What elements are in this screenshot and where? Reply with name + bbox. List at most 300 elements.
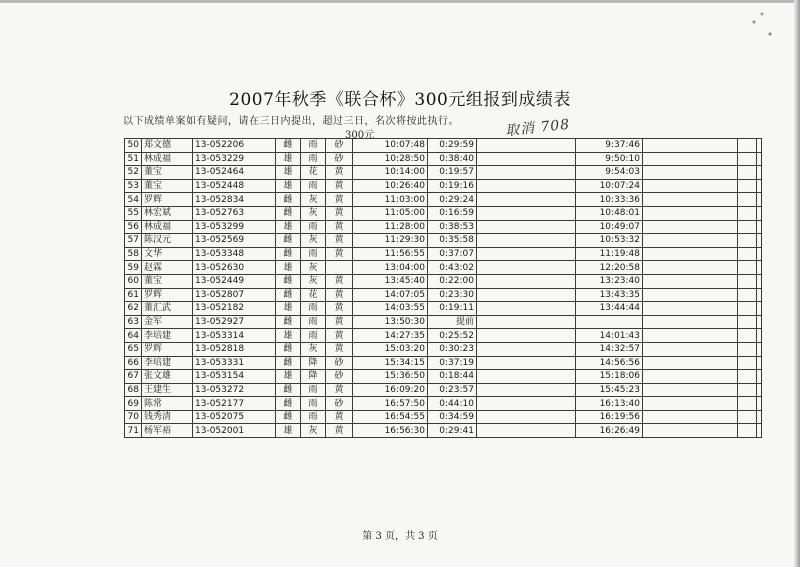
row-ring-id: 13-053229 [193,152,276,166]
row-eye: 黄 [326,410,353,424]
row-ring-id: 13-053314 [193,329,276,343]
row-color: 降 [301,356,326,370]
row-sex: 雌 [276,356,301,370]
row-start-time: 11:56:55 [353,247,428,261]
row-blank-cell [643,247,738,261]
row-name: 文华 [142,247,193,261]
row-color: 雨 [301,220,326,234]
row-ring-id: 13-052834 [193,193,276,207]
row-number: 57 [125,234,142,248]
row-blank-cell [643,424,738,438]
row-number: 50 [125,139,142,153]
row-number: 55 [125,206,142,220]
table-row [125,220,762,234]
row-finish-time: 13:23:40 [576,274,643,288]
row-name: 金军 [142,315,193,329]
row-duration: 0:38:53 [428,220,477,234]
row-start-time: 15:03:20 [353,342,428,356]
row-blank-cell [643,166,738,180]
page-title: 2007年秋季《联合杯》300元组报到成绩表 [229,90,571,110]
row-duration: 0:44:10 [428,397,477,411]
row-sex: 雌 [276,342,301,356]
row-start-time: 16:57:50 [353,397,428,411]
table-row [125,315,762,329]
table-row [125,179,762,193]
row-blank-cell [738,410,757,424]
row-name: 林宏斌 [142,206,193,220]
row-finish-time: 14:01:43 [576,329,643,343]
results-table-body [125,139,762,438]
row-blank-cell [738,356,757,370]
row-start-time: 14:07:05 [353,288,428,302]
row-blank-cell [477,261,576,275]
row-blank-cell [757,247,762,261]
table-row [125,370,762,384]
row-blank-cell [643,234,738,248]
row-name: 董宝 [142,166,193,180]
row-duration: 0:43:02 [428,261,477,275]
row-eye: 黄 [326,383,353,397]
row-ring-id: 13-052763 [193,206,276,220]
row-name: 董汇武 [142,302,193,316]
row-blank-cell [757,274,762,288]
row-name: 林成福 [142,152,193,166]
table-row [125,410,762,424]
row-number: 68 [125,383,142,397]
row-name: 罗辉 [142,342,193,356]
row-blank-cell [643,139,738,153]
row-finish-time: 15:45:23 [576,383,643,397]
row-number: 64 [125,329,142,343]
row-ring-id: 13-053299 [193,220,276,234]
notice-text: 以下成绩单案如有疑问，请在三日内提出，超过三日，名次将按此执行。 [123,116,459,127]
row-finish-time: 13:44:44 [576,302,643,316]
row-ring-id: 13-052630 [193,261,276,275]
row-ring-id: 13-052075 [193,410,276,424]
row-blank-cell [477,397,576,411]
table-row [125,193,762,207]
row-sex: 雌 [276,410,301,424]
row-blank-cell [738,342,757,356]
row-color: 花 [301,166,326,180]
row-ring-id: 13-052927 [193,315,276,329]
row-start-time: 10:07:48 [353,139,428,153]
row-color: 雨 [301,139,326,153]
row-blank-cell [757,329,762,343]
row-blank-cell [477,274,576,288]
row-color: 雨 [301,179,326,193]
row-ring-id: 13-052177 [193,397,276,411]
row-color: 雨 [301,247,326,261]
row-finish-time: 14:56:56 [576,356,643,370]
row-finish-time: 16:19:56 [576,410,643,424]
row-blank-cell [738,397,757,411]
row-duration: 0:23:57 [428,383,477,397]
row-eye: 黄 [326,342,353,356]
row-start-time: 15:36:50 [353,370,428,384]
row-color: 灰 [301,206,326,220]
row-eye: 黄 [326,247,353,261]
table-row [125,206,762,220]
row-start-time: 10:14:00 [353,166,428,180]
row-blank-cell [738,424,757,438]
row-start-time: 11:05:00 [353,206,428,220]
row-start-time: 16:09:20 [353,383,428,397]
row-eye: 黄 [326,179,353,193]
row-duration: 0:29:59 [428,139,477,153]
row-number: 63 [125,315,142,329]
row-start-time: 11:28:00 [353,220,428,234]
row-name: 李培建 [142,329,193,343]
row-sex: 雄 [276,166,301,180]
row-color: 雨 [301,383,326,397]
row-blank-cell [477,383,576,397]
row-color: 灰 [301,234,326,248]
row-name: 李培建 [142,356,193,370]
row-blank-cell [757,152,762,166]
row-blank-cell [477,247,576,261]
row-eye: 黄 [326,315,353,329]
row-ring-id: 13-052182 [193,302,276,316]
row-sex: 雌 [276,247,301,261]
row-ring-id: 13-053272 [193,383,276,397]
row-finish-time: 13:43:35 [576,288,643,302]
table-row [125,166,762,180]
row-blank-cell [757,288,762,302]
row-blank-cell [643,329,738,343]
row-blank-cell [643,370,738,384]
row-finish-time: 9:37:46 [576,139,643,153]
row-eye: 黄 [326,220,353,234]
row-sex: 雌 [276,397,301,411]
row-duration: 0:22:00 [428,274,477,288]
row-start-time: 11:03:00 [353,193,428,207]
row-sex: 雌 [276,139,301,153]
row-color: 雨 [301,329,326,343]
row-eye: 黄 [326,288,353,302]
row-number: 62 [125,302,142,316]
row-blank-cell [757,397,762,411]
row-blank-cell [738,220,757,234]
row-color: 雨 [301,315,326,329]
row-duration: 0:19:11 [428,302,477,316]
row-eye: 砂 [326,397,353,411]
row-blank-cell [757,220,762,234]
row-ring-id: 13-052448 [193,179,276,193]
row-duration: 0:34:59 [428,410,477,424]
row-sex: 雄 [276,302,301,316]
row-number: 52 [125,166,142,180]
row-ring-id: 13-052001 [193,424,276,438]
handwritten-note: 取消 708 [504,116,571,140]
row-blank-cell [477,152,576,166]
row-number: 69 [125,397,142,411]
row-name: 赵霖 [142,261,193,275]
row-blank-cell [477,329,576,343]
row-blank-cell [477,424,576,438]
row-name: 郑文德 [142,139,193,153]
table-row [125,397,762,411]
row-name: 杨军裕 [142,424,193,438]
row-blank-cell [757,370,762,384]
row-blank-cell [757,166,762,180]
row-blank-cell [738,193,757,207]
row-blank-cell [757,383,762,397]
row-sex: 雌 [276,315,301,329]
row-duration: 0:37:07 [428,247,477,261]
row-color: 雨 [301,302,326,316]
row-blank-cell [477,302,576,316]
row-blank-cell [477,193,576,207]
row-duration: 0:19:16 [428,179,477,193]
row-number: 70 [125,410,142,424]
row-blank-cell [738,139,757,153]
row-blank-cell [757,206,762,220]
row-blank-cell [643,220,738,234]
table-row [125,424,762,438]
row-blank-cell [477,410,576,424]
row-duration: 0:37:19 [428,356,477,370]
row-eye: 黄 [326,193,353,207]
table-row [125,356,762,370]
row-blank-cell [738,234,757,248]
row-blank-cell [643,261,738,275]
row-blank-cell [477,370,576,384]
row-name: 陈常 [142,397,193,411]
row-duration: 0:38:40 [428,152,477,166]
row-number: 60 [125,274,142,288]
row-eye: 砂 [326,139,353,153]
row-finish-time: 10:53:32 [576,234,643,248]
row-blank-cell [738,152,757,166]
row-blank-cell [738,329,757,343]
row-finish-time: 10:07:24 [576,179,643,193]
row-color: 灰 [301,342,326,356]
row-blank-cell [477,288,576,302]
row-blank-cell [738,383,757,397]
row-start-time: 14:27:35 [353,329,428,343]
table-row [125,152,762,166]
row-color: 灰 [301,261,326,275]
row-sex: 雌 [276,234,301,248]
table-row [125,342,762,356]
row-sex: 雄 [276,370,301,384]
row-blank-cell [757,342,762,356]
row-blank-cell [738,206,757,220]
row-eye: 黄 [326,329,353,343]
row-sex: 雄 [276,152,301,166]
row-color: 雨 [301,152,326,166]
row-finish-time: 12:20:58 [576,261,643,275]
row-blank-cell [738,261,757,275]
row-color: 雨 [301,397,326,411]
row-blank-cell [757,410,762,424]
row-start-time: 13:04:00 [353,261,428,275]
row-blank-cell [738,315,757,329]
row-number: 56 [125,220,142,234]
row-sex: 雌 [276,288,301,302]
table-row [125,274,762,288]
row-blank-cell [643,342,738,356]
row-duration: 0:25:52 [428,329,477,343]
row-color: 灰 [301,424,326,438]
row-ring-id: 13-052818 [193,342,276,356]
row-name: 陈汉元 [142,234,193,248]
row-name: 董宝 [142,179,193,193]
row-name: 林成福 [142,220,193,234]
row-blank-cell [738,166,757,180]
row-blank-cell [643,274,738,288]
row-sex: 雄 [276,220,301,234]
row-number: 59 [125,261,142,275]
row-sex: 雄 [276,329,301,343]
scan-specks [742,6,782,46]
row-finish-time: 10:48:01 [576,206,643,220]
row-blank-cell [757,179,762,193]
row-blank-cell [643,302,738,316]
row-color: 灰 [301,274,326,288]
row-blank-cell [477,166,576,180]
row-duration: 0:18:44 [428,370,477,384]
group-label: 300元 [345,130,375,141]
row-start-time: 13:45:40 [353,274,428,288]
row-blank-cell [738,288,757,302]
row-blank-cell [738,274,757,288]
row-sex: 雌 [276,383,301,397]
row-duration: 0:23:30 [428,288,477,302]
row-duration: 0:29:24 [428,193,477,207]
row-name: 董宝 [142,274,193,288]
row-eye: 砂 [326,356,353,370]
row-sex: 雌 [276,193,301,207]
row-ring-id: 13-053331 [193,356,276,370]
row-eye: 黄 [326,166,353,180]
table-row [125,247,762,261]
row-start-time: 11:29:30 [353,234,428,248]
row-ring-id: 13-052206 [193,139,276,153]
table-row [125,288,762,302]
row-blank-cell [757,139,762,153]
row-ring-id: 13-052464 [193,166,276,180]
row-ring-id: 13-053154 [193,370,276,384]
row-eye [326,261,353,275]
row-sex: 雌 [276,206,301,220]
row-finish-time: 9:54:03 [576,166,643,180]
row-name: 钱秀清 [142,410,193,424]
row-name: 王建生 [142,383,193,397]
row-blank-cell [738,179,757,193]
row-eye: 砂 [326,152,353,166]
table-row [125,234,762,248]
row-color: 花 [301,288,326,302]
row-sex: 雌 [276,274,301,288]
row-sex: 雄 [276,179,301,193]
row-blank-cell [643,179,738,193]
row-finish-time [576,315,643,329]
row-duration: 0:29:41 [428,424,477,438]
page-footer: 第 3 页，共 3 页 [362,531,438,542]
table-row [125,383,762,397]
row-number: 54 [125,193,142,207]
row-start-time: 16:56:30 [353,424,428,438]
row-blank-cell [738,302,757,316]
row-blank-cell [477,315,576,329]
row-blank-cell [643,206,738,220]
row-name: 罗辉 [142,193,193,207]
row-duration: 0:16:59 [428,206,477,220]
row-start-time: 10:26:40 [353,179,428,193]
row-number: 58 [125,247,142,261]
row-blank-cell [643,193,738,207]
row-finish-time: 9:50:10 [576,152,643,166]
row-ring-id: 13-052807 [193,288,276,302]
table-row [125,139,762,153]
row-number: 67 [125,370,142,384]
row-finish-time: 15:18:06 [576,370,643,384]
row-blank-cell [643,356,738,370]
row-number: 65 [125,342,142,356]
row-sex: 雄 [276,424,301,438]
row-finish-time: 16:26:49 [576,424,643,438]
scan-edge-top [0,0,800,3]
row-duration: 0:19:57 [428,166,477,180]
row-ring-id: 13-052569 [193,234,276,248]
row-blank-cell [477,139,576,153]
row-name: 罗辉 [142,288,193,302]
row-blank-cell [477,206,576,220]
row-number: 61 [125,288,142,302]
row-blank-cell [757,302,762,316]
row-eye: 黄 [326,206,353,220]
row-number: 71 [125,424,142,438]
row-start-time: 15:34:15 [353,356,428,370]
row-ring-id: 13-053348 [193,247,276,261]
row-blank-cell [643,410,738,424]
row-blank-cell [477,234,576,248]
row-blank-cell [643,383,738,397]
row-blank-cell [643,288,738,302]
row-blank-cell [757,234,762,248]
table-row [125,261,762,275]
row-blank-cell [643,315,738,329]
row-eye: 黄 [326,234,353,248]
row-start-time: 13:50:30 [353,315,428,329]
row-color: 灰 [301,193,326,207]
row-blank-cell [757,193,762,207]
row-start-time: 14:03:55 [353,302,428,316]
row-start-time: 10:28:50 [353,152,428,166]
row-blank-cell [643,397,738,411]
row-blank-cell [477,220,576,234]
row-finish-time: 11:19:48 [576,247,643,261]
table-row [125,302,762,316]
row-start-time: 16:54:55 [353,410,428,424]
row-color: 降 [301,370,326,384]
row-finish-time: 16:13:40 [576,397,643,411]
row-duration: 0:30:23 [428,342,477,356]
row-eye: 黄 [326,302,353,316]
table-row [125,329,762,343]
row-blank-cell [757,424,762,438]
row-ring-id: 13-052449 [193,274,276,288]
row-blank-cell [757,356,762,370]
row-finish-time: 14:32:57 [576,342,643,356]
row-eye: 黄 [326,274,353,288]
row-color: 雨 [301,410,326,424]
row-finish-time: 10:33:36 [576,193,643,207]
row-blank-cell [643,152,738,166]
row-blank-cell [757,315,762,329]
